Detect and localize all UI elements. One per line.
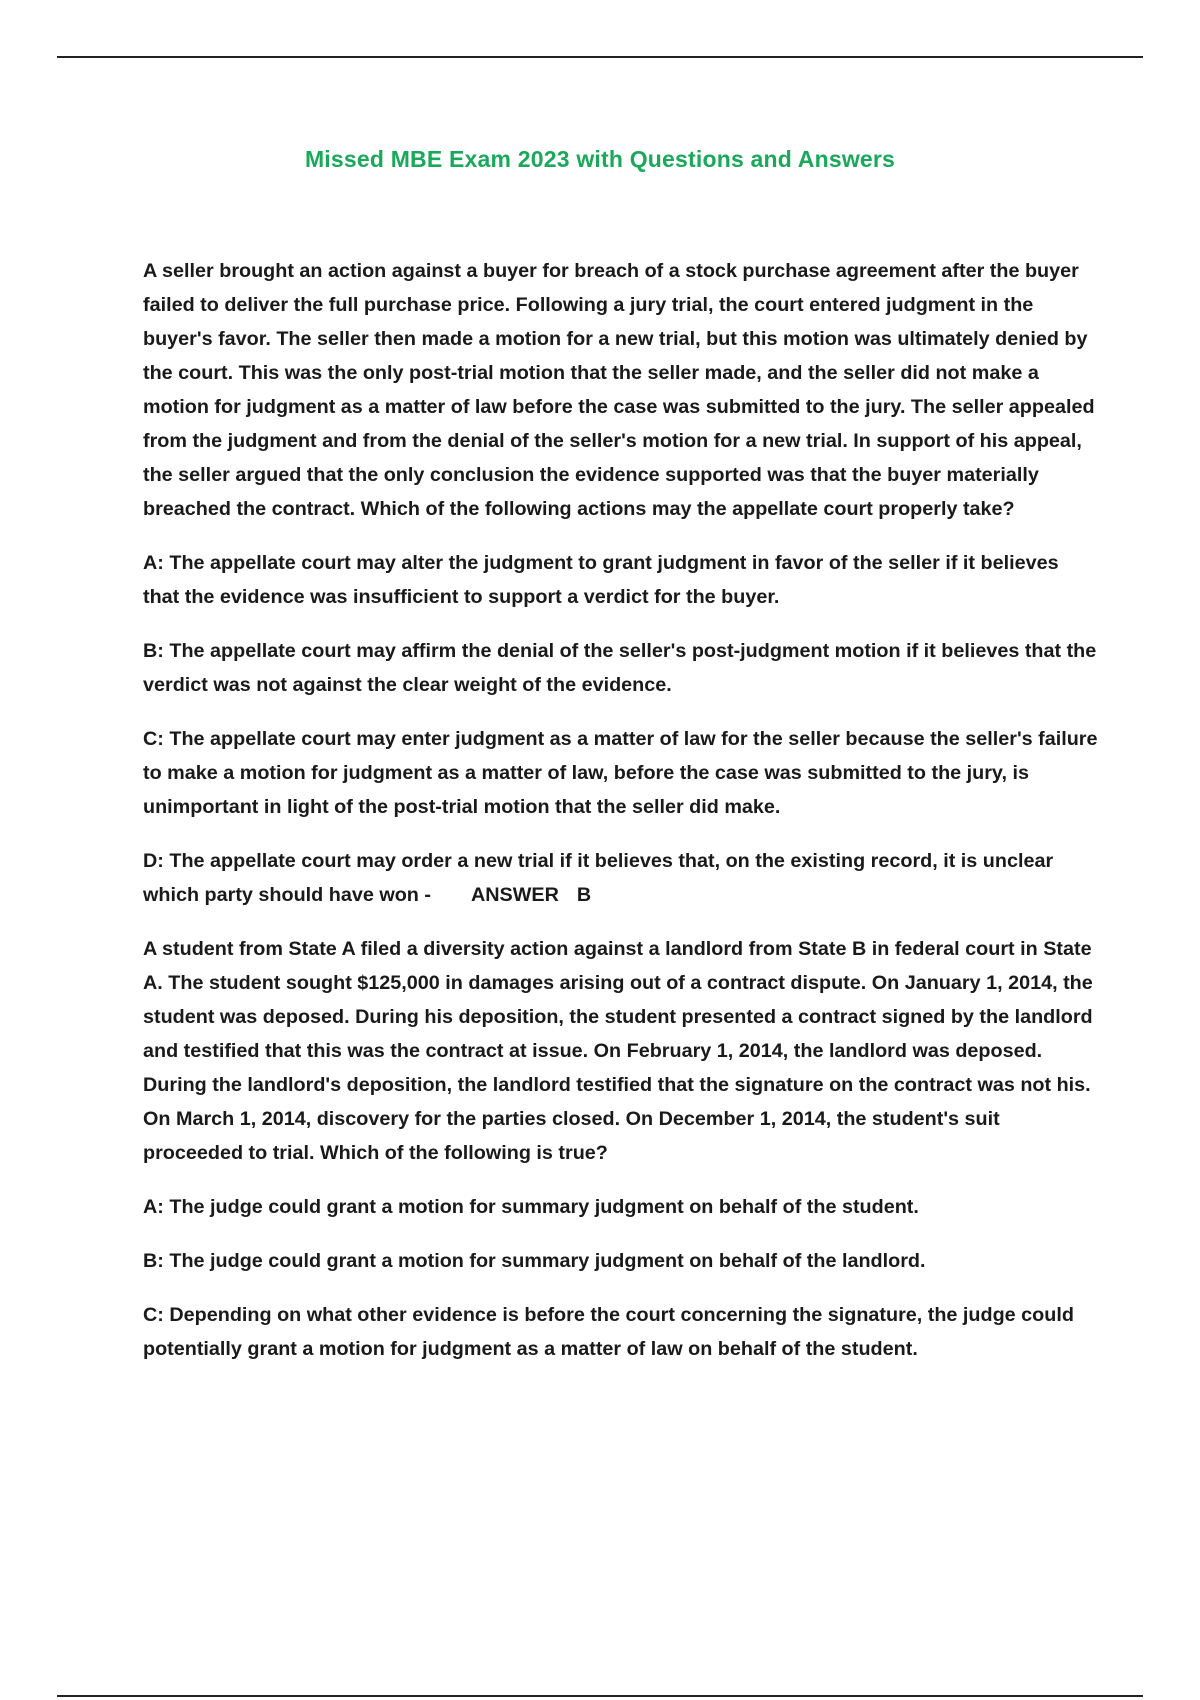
bottom-rule <box>57 1695 1143 1697</box>
option-d: D: The appellate court may order a new trial if it believes that, on the existing record, it is unclear which party should have won - <box>143 850 1054 906</box>
document-title: Missed MBE Exam 2023 with Questions and Answers <box>304 146 896 172</box>
option-a: A: The appellate court may alter the judgment to grant judgment in favor of the seller if it believes that the evidence was insufficient to support a verdict for the buyer. <box>143 552 1059 608</box>
question-stem: A seller brought an action against a buyer for breach of a stock purchase agreement after the buyer failed to deliver the full purchase price. Following a jury trial, the court entered judgment in the buyer's favor. The seller then made a motion for a new trial, but this motion was ultimately denied by the court. This was the only post-trial motion that the seller made, and the seller did not make a motion for judgment as a matter of law before the case was submitted to the jury. The seller appealed from the judgment and from the denial of the seller's motion for a new trial. In support of his appeal, the seller argued that the only conclusion the evidence supported was that the buyer materially breached the contract. Which of the following actions may the appellate court properly take? <box>143 260 1095 520</box>
question-2 <box>143 932 1098 1366</box>
option-b: B: The appellate court may affirm the denial of the seller's post-judgment motion if it believes that the verdict was not against the clear weight of the evidence. <box>143 640 1097 696</box>
answer-value: B <box>576 884 592 906</box>
option-d-with-answer <box>143 844 1098 912</box>
option-a: A: The judge could grant a motion for summary judgment on behalf of the student. <box>143 1196 919 1218</box>
option-c: C: The appellate court may enter judgment as a matter of law for the seller because the seller's failure to make a motion for judgment as a matter of law, before the case was submitted to the jury, is unimportant in light of the post-trial motion that the seller did make. <box>143 728 1098 818</box>
question-1 <box>143 254 1098 912</box>
option-b: B: The judge could grant a motion for summary judgment on behalf of the landlord. <box>143 1250 926 1272</box>
question-stem: A student from State A filed a diversity action against a landlord from State B in federal court in State A. The student sought $125,000 in damages arising out of a contract dispute. On January 1, 2014, the student was deposed. During his deposition, the student presented a contract signed by the landlord and testified that this was the contract at issue. On February 1, 2014, the landlord was deposed. During the landlord's deposition, the landlord testified that the signature on the contract was not his. On March 1, 2014, discovery for the parties closed. On December 1, 2014, the student's suit proceeded to trial. Which of the following is true? <box>143 938 1093 1164</box>
document-body <box>143 254 1098 1386</box>
answer-label: ANSWER <box>470 884 559 906</box>
top-rule <box>57 56 1143 58</box>
option-c: C: Depending on what other evidence is before the court concerning the signature, the judge could potentially grant a motion for judgment as a matter of law on behalf of the student. <box>143 1304 1074 1360</box>
